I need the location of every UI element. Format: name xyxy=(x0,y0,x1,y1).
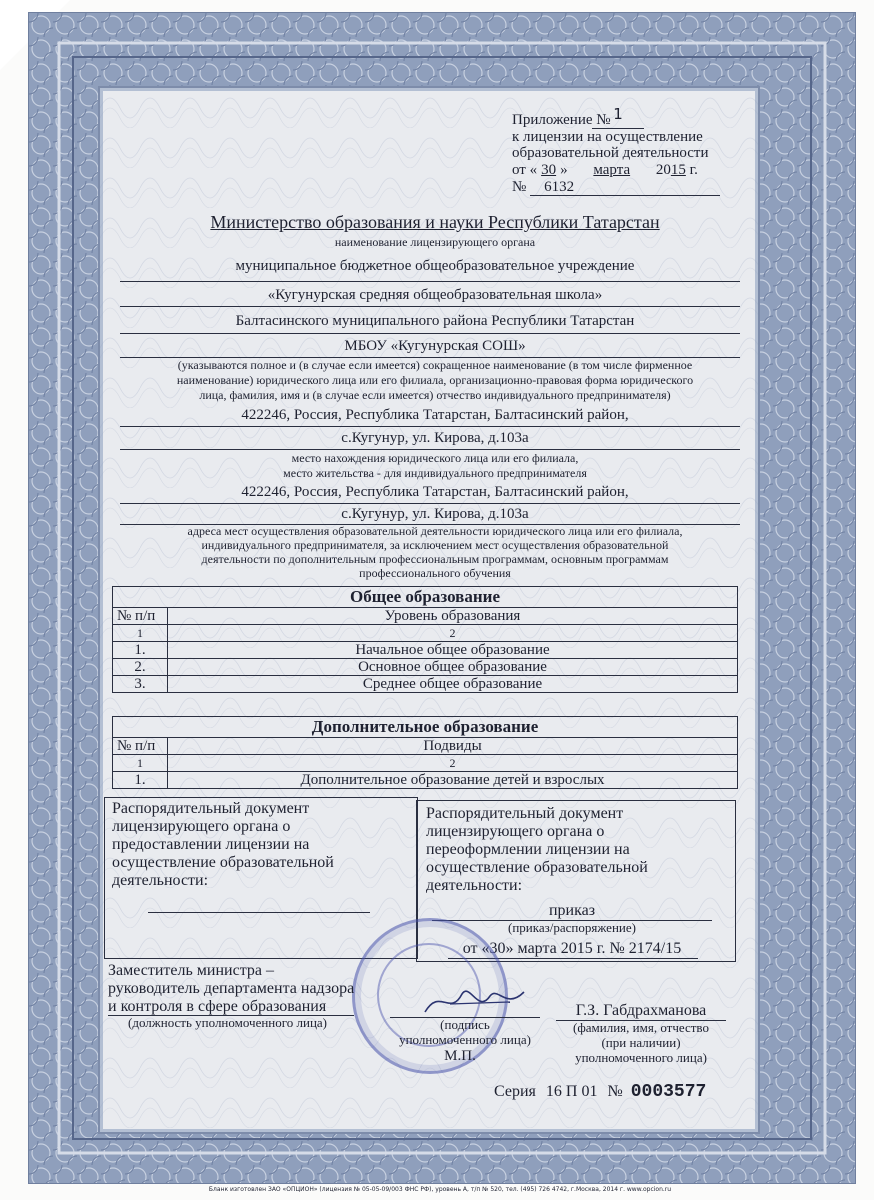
additional-education-table xyxy=(112,716,738,789)
additional-row-1-n: 1. xyxy=(113,772,168,789)
serial-number: 0003577 xyxy=(630,1082,707,1102)
authority-name: Министерство образования и науки Республики Татарстан xyxy=(210,212,660,232)
printer-imprint: Бланк изготовлен ЗАО «ОПЦИОН» (лицензия № 05-05-09/003 ФНС РФ), уровень А, т/п № 520, тел. (495) 726 4742, г.Москва, 2014 г. www.opcion.ru xyxy=(208,1186,672,1193)
sign-caption-l1: (подпись xyxy=(440,1017,490,1032)
serial-series: 16 П 01 xyxy=(545,1083,598,1100)
org-short-name: МБОУ «Кугунурская СОШ» xyxy=(344,338,526,354)
address-caption2: место жительства - для индивидуального предпринимателя xyxy=(283,466,587,480)
grant-doc-l4: осуществление образовательной xyxy=(112,854,334,871)
general-idx-1: 1 xyxy=(113,625,168,642)
name-caption-l2: (при наличии) xyxy=(601,1035,681,1050)
org-line3-rule xyxy=(120,333,740,334)
additional-idx-1: 1 xyxy=(113,755,168,772)
serial-label: Серия xyxy=(494,1083,536,1100)
grant-doc-l2: лицензирующего органа о xyxy=(112,818,291,835)
appendix-date xyxy=(512,162,698,179)
general-col-number: № п/п xyxy=(113,608,168,625)
table-row xyxy=(113,659,738,676)
activity-address-line2: с.Кугунур, ул. Кирова, д.103а xyxy=(341,506,529,522)
position-l3: и контроля в сфере образования xyxy=(108,998,327,1015)
serial-num-label: № xyxy=(607,1083,623,1100)
general-education-title: Общее образование xyxy=(113,587,738,608)
additional-row-1-name: Дополнительное образование детей и взрослых xyxy=(168,772,738,789)
appendix-number: 1 xyxy=(613,105,623,123)
position-l1: Заместитель министра – xyxy=(108,962,274,979)
activity-caption2: индивидуального предпринимателя, за исключением мест осуществления образовательной xyxy=(201,538,669,552)
order-type: приказ xyxy=(548,902,596,919)
signatory-name: Г.З. Габдрахманова xyxy=(575,1002,707,1019)
position-caption: (должность уполномоченного лица) xyxy=(128,1015,328,1030)
grant-doc-l1: Распорядительный документ xyxy=(112,800,310,817)
address-caption1: место нахождения юридического лица или его филиала, xyxy=(291,451,579,465)
grant-doc-l3: предоставлении лицензии на xyxy=(112,836,310,853)
grant-doc-l5: деятельности: xyxy=(112,872,209,889)
appendix-line3: образовательной деятельности xyxy=(512,145,709,161)
order-type-caption: (приказ/распоряжение) xyxy=(508,920,636,935)
table-row xyxy=(113,642,738,659)
license-num-label: № xyxy=(512,179,527,195)
mp-label: М.П. xyxy=(444,1048,476,1064)
activity-address-line1: 422246, Россия, Республика Татарстан, Балтасинский район, xyxy=(241,484,629,500)
additional-idx-2: 2 xyxy=(168,755,738,772)
general-col-level: Уровень образования xyxy=(168,608,738,625)
reissue-doc-l5: деятельности: xyxy=(426,877,523,894)
sign-caption-l2: уполномоченного лица) xyxy=(399,1032,531,1047)
date-year-suffix: 15 xyxy=(670,162,686,178)
org-line2-rule xyxy=(120,306,740,307)
org-line3: Балтасинского муниципального района Республики Татарстан xyxy=(235,313,635,329)
name-caption-l1: (фамилия, имя, отчество xyxy=(573,1020,709,1035)
date-day: 30 xyxy=(541,162,557,178)
org-caption2: наименование) юридического лица или его филиала, организационно-правовая форма юридического xyxy=(176,373,694,387)
handwritten-signature xyxy=(420,982,530,1022)
license-number: 6132 xyxy=(544,179,575,195)
order-date: от «30» марта 2015 г. № 2174/15 xyxy=(462,940,682,957)
general-row-1-n: 1. xyxy=(113,642,168,659)
reissue-doc-l1: Распорядительный документ xyxy=(426,805,624,822)
table-row xyxy=(113,772,738,789)
name-caption-l3: уполномоченного лица) xyxy=(575,1050,707,1065)
appendix-label: Приложение № xyxy=(512,112,611,128)
activity-caption3: деятельности по дополнительным профессиональным программам, основным программам xyxy=(201,552,669,566)
date-prefix: от « xyxy=(512,162,538,178)
appendix-line2: к лицензии на осуществление xyxy=(512,129,703,145)
position-l2: руководитель департамента надзора xyxy=(108,980,355,997)
general-row-3-n: 3. xyxy=(113,676,168,693)
grant-doc-blank-line xyxy=(148,912,370,913)
reissue-doc-l4: осуществление образовательной xyxy=(426,859,648,876)
license-number-row xyxy=(512,179,574,196)
authority-caption: наименование лицензирующего органа xyxy=(334,235,536,249)
additional-col-number: № п/п xyxy=(113,738,168,755)
activity-address-line1-rule xyxy=(120,503,740,504)
additional-col-subtype: Подвиды xyxy=(168,738,738,755)
org-caption1: (указываются полное и (в случае если имеется) сокращенное наименование (в том числе фирменное xyxy=(177,358,693,372)
date-mid: » xyxy=(560,162,568,178)
general-education-table xyxy=(112,586,738,693)
serial-row xyxy=(494,1082,706,1102)
org-line2: «Кугунурская средняя общеобразовательная школа» xyxy=(267,287,603,303)
reissue-doc-l2: лицензирующего органа о xyxy=(426,823,605,840)
date-year-g: г. xyxy=(689,162,698,178)
address-line1-rule xyxy=(120,426,740,427)
address-line2-rule xyxy=(120,449,740,450)
reissue-doc-l3: переоформлении лицензии на xyxy=(426,841,630,858)
general-idx-2: 2 xyxy=(168,625,738,642)
activity-caption4: профессионального обучения xyxy=(359,566,511,580)
org-line1: муниципальное бюджетное общеобразовательное учреждение xyxy=(235,258,635,274)
license-number-line xyxy=(530,195,720,196)
org-caption3: лица, фамилия, имя и (в случае если имеется) отчество индивидуального предпринимателя) xyxy=(199,388,671,402)
general-row-1-name: Начальное общее образование xyxy=(168,642,738,659)
general-row-2-name: Основное общее образование xyxy=(168,659,738,676)
general-row-3-name: Среднее общее образование xyxy=(168,676,738,693)
address-line2: с.Кугунур, ул. Кирова, д.103а xyxy=(341,430,529,446)
additional-education-title: Дополнительное образование xyxy=(113,717,738,738)
date-month: марта xyxy=(593,162,631,178)
table-row xyxy=(113,676,738,693)
org-line1-rule xyxy=(120,281,740,282)
date-year-prefix: 20 xyxy=(655,162,671,178)
activity-caption1: адреса мест осуществления образовательной деятельности юридического лица или его филиала, xyxy=(187,524,683,538)
general-row-2-n: 2. xyxy=(113,659,168,676)
address-line1: 422246, Россия, Республика Татарстан, Балтасинский район, xyxy=(241,407,629,423)
